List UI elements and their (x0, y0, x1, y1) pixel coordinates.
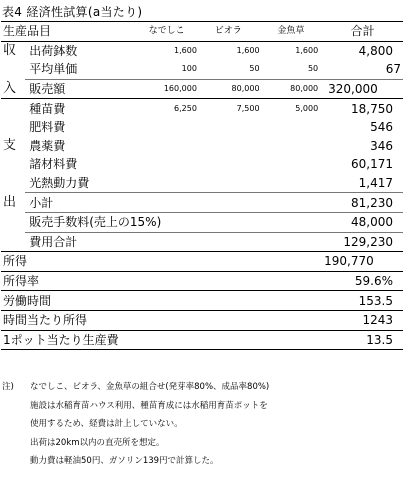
row-label-shipments: 出荷鉢数 (29, 43, 78, 58)
table-row (1, 60, 403, 79)
table-row (1, 291, 403, 311)
cell-seedling-total: 18,750 (351, 101, 393, 116)
header-total: 合計 (322, 22, 403, 42)
table-row (1, 271, 403, 291)
cell-commission-total: 48,000 (322, 212, 403, 232)
cell-income-total: 190,770 (322, 252, 403, 272)
row-label-seedling: 種苗費 (29, 101, 66, 116)
footnote-line-4: 出荷は20km以内の直売所を想定。 (30, 437, 165, 448)
footnote-line-2: 施設は水稲育苗ハウス利用、種苗育成には水稲用育苗ポットを (30, 400, 268, 411)
cell-sales-total: 320,000 (322, 79, 403, 99)
row-label-commission: 販売手数料(売上の15%) (25, 212, 322, 232)
cell-seedling-nadeshiko: 6,250 (174, 103, 197, 113)
row-label-cost-total: 費用合計 (25, 232, 136, 252)
cell-sales-snapdragon: 80,000 (260, 79, 323, 99)
cell-fertilizer-total: 546 (370, 120, 393, 135)
row-label-income-rate: 所得率 (1, 271, 322, 291)
header-row (1, 22, 403, 42)
cell-labor-hours-total: 153.5 (322, 291, 403, 311)
cell-cost-per-pot-total: 13.5 (322, 330, 403, 350)
cell-hourly-income-total: 1243 (322, 310, 403, 330)
footnote-line-3: 使用するため、経費は計上していない。 (30, 419, 183, 429)
side-label-income-top: 収 (3, 42, 17, 58)
row-label-fertilizer: 肥料費 (29, 120, 66, 135)
side-label-expense-top: 支 (3, 137, 17, 153)
cell-avg-price-nadeshiko: 100 (181, 64, 197, 74)
table-row (1, 310, 403, 330)
cell-cost-total: 129,230 (322, 232, 403, 252)
footnote-line-1: なでしこ、ビオラ、金魚草の組合せ(発芽率80%、成品率80%) (30, 382, 270, 392)
cell-shipments-viola: 1,600 (236, 45, 260, 55)
header-col-snapdragon: 金魚草 (260, 22, 323, 42)
header-col-nadeshiko: なでしこ (136, 22, 197, 42)
table-row (1, 252, 403, 272)
cell-sales-viola: 80,000 (197, 79, 260, 99)
footnotes (2, 378, 269, 471)
cell-utilities-total: 1,417 (358, 176, 393, 191)
table-title: 表4 経済性試算(a当たり) (2, 5, 143, 19)
cell-subtotal-total: 81,230 (322, 193, 403, 213)
economic-estimate-table (1, 21, 403, 350)
table-row (1, 232, 403, 252)
table-row (1, 174, 403, 193)
cell-seedling-snapdragon: 5,000 (295, 103, 319, 113)
cell-materials-total: 60,171 (351, 157, 393, 172)
row-label-pesticide: 農薬費 (29, 138, 66, 153)
table-row (1, 99, 403, 118)
cell-seedling-viola: 7,500 (236, 103, 260, 113)
header-col-viola: ビオラ (197, 22, 260, 42)
table-row (1, 212, 403, 232)
row-label-cost-per-pot: 1ポット当たり生産費 (1, 330, 322, 350)
table-row (1, 330, 403, 350)
table-row (1, 155, 403, 174)
row-label-utilities: 光熱動力費 (29, 176, 90, 191)
side-label-expense-bottom: 出 (3, 194, 17, 210)
row-label-materials: 諸材料費 (29, 157, 78, 172)
row-label-avg-price: 平均単価 (29, 62, 78, 77)
cell-avg-price-total: 67 (385, 62, 401, 77)
cell-shipments-total: 4,800 (358, 43, 393, 58)
row-label-income: 所得 (1, 252, 322, 272)
cell-pesticide-total: 346 (370, 138, 393, 153)
footnote-line-5: 動力費は軽油50円、ガソリン139円で計算した。 (30, 456, 219, 466)
table-row (1, 118, 403, 137)
footnote-mark: 注) (2, 382, 14, 392)
cell-sales-nadeshiko: 160,000 (136, 79, 197, 99)
table-row (1, 137, 403, 156)
cell-income-rate-total: 59.6% (322, 271, 403, 291)
cell-avg-price-snapdragon: 50 (307, 64, 319, 74)
cell-shipments-snapdragon: 1,600 (295, 45, 319, 55)
side-label-income-bottom: 入 (1, 79, 25, 99)
table-row (1, 41, 403, 60)
header-item: 生産品目 (1, 22, 136, 42)
table-row (1, 79, 403, 99)
row-label-hourly-income: 時間当たり所得 (1, 310, 322, 330)
row-label-sales: 販売額 (25, 79, 136, 99)
cell-avg-price-viola: 50 (249, 64, 260, 74)
cell-shipments-nadeshiko: 1,600 (174, 45, 197, 55)
table-row (1, 193, 403, 213)
row-label-subtotal: 小計 (25, 193, 136, 213)
row-label-labor-hours: 労働時間 (1, 291, 322, 311)
